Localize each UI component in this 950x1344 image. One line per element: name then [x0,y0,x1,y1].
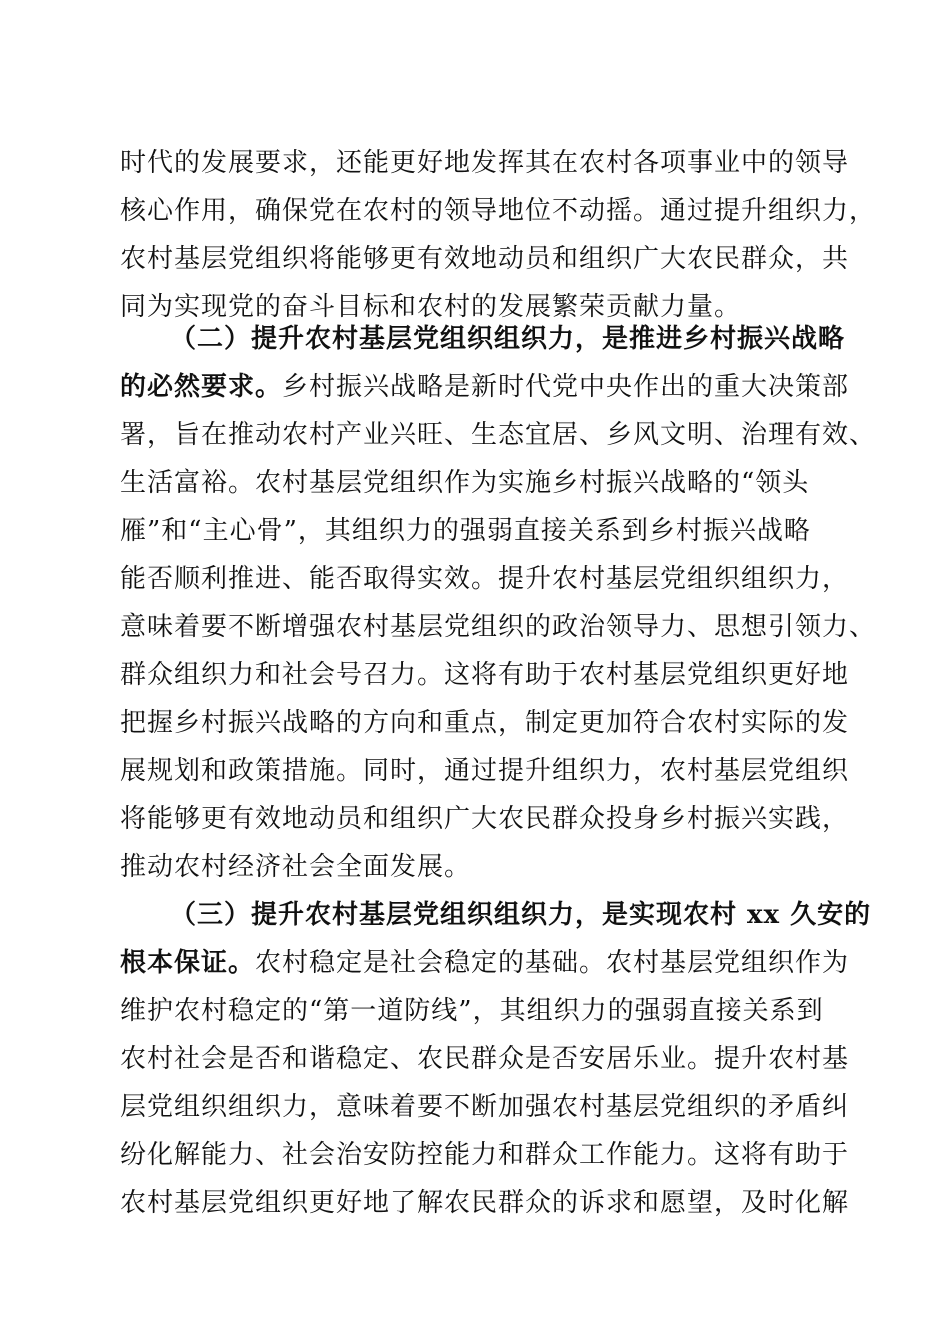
paragraph-2-line-11: 将能够更有效地动员和组织广大农民群众投身乡村振兴实践， [120,804,850,834]
paragraph-2-heading-line-1: （二）提升农村基层党组织组织力，是推进乡村振兴战略 [170,324,846,354]
paragraph-2-line-6: 能否顺利推进、能否取得实效。提升农村基层党组织组织力， [120,564,850,594]
paragraph-3-line-5: 层党组织组织力，意味着要不断加强农村基层党组织的矛盾纠 [120,1092,850,1122]
paragraph-2-line-12: 推动农村经济社会全面发展。 [120,852,472,882]
paragraph-1-line-3: 农村基层党组织将能够更有效地动员和组织广大农民群众，共 [120,244,850,274]
paragraph-2-line-10: 展规划和政策措施。同时，通过提升组织力，农村基层党组织 [120,756,850,786]
paragraph-2-line-8: 群众组织力和社会号召力。这将有助于农村基层党组织更好地 [120,660,850,690]
paragraph-1-line-4: 同为实现党的奋斗目标和农村的发展繁荣贡献力量。 [120,292,742,322]
paragraph-1-line-2: 核心作用，确保党在农村的领导地位不动摇。通过提升组织力， [120,196,877,226]
paragraph-2-heading-line-2: 的必然要求。 [120,372,283,402]
paragraph-3-line-7: 农村基层党组织更好地了解农民群众的诉求和愿望，及时化解 [120,1188,850,1218]
paragraph-3-line-2-rest: 农村稳定是社会稳定的基础。农村基层党组织作为 [255,948,850,978]
paragraph-2-line-2-rest: 乡村振兴战略是新时代党中央作出的重大决策部 [282,372,850,402]
paragraph-2-line-4: 生活富裕。农村基层党组织作为实施乡村振兴战略的“领头 [120,468,810,498]
paragraph-2-line-9: 把握乡村振兴战略的方向和重点，制定更加符合农村实际的发 [120,708,850,738]
paragraph-3-line-2 [120,946,849,980]
paragraph-3-line-4: 农村社会是否和谐稳定、农民群众是否安居乐业。提升农村基 [120,1044,850,1074]
paragraph-2-line-3: 署，旨在推动农村产业兴旺、生态宜居、乡风文明、治理有效、 [120,420,877,450]
paragraph-1-line-1: 时代的发展要求，还能更好地发挥其在农村各项事业中的领导 [120,148,850,178]
paragraph-2-line-2 [120,370,849,404]
paragraph-3-line-6: 纷化解能力、社会治安防控能力和群众工作能力。这将有助于 [120,1140,850,1170]
paragraph-2-line-5: 雁”和“主心骨”，其组织力的强弱直接关系到乡村振兴战略 [120,516,811,546]
paragraph-3-heading-line-2: 根本保证。 [120,948,256,978]
paragraph-2-line-7: 意味着要不断增强农村基层党组织的政治领导力、思想引领力、 [120,612,877,642]
paragraph-3-line-3: 维护农村稳定的“第一道防线”，其组织力的强弱直接关系到 [120,996,824,1026]
paragraph-3-heading-line-1: （三）提升农村基层党组织组织力，是实现农村 xx 久安的 [170,900,872,930]
